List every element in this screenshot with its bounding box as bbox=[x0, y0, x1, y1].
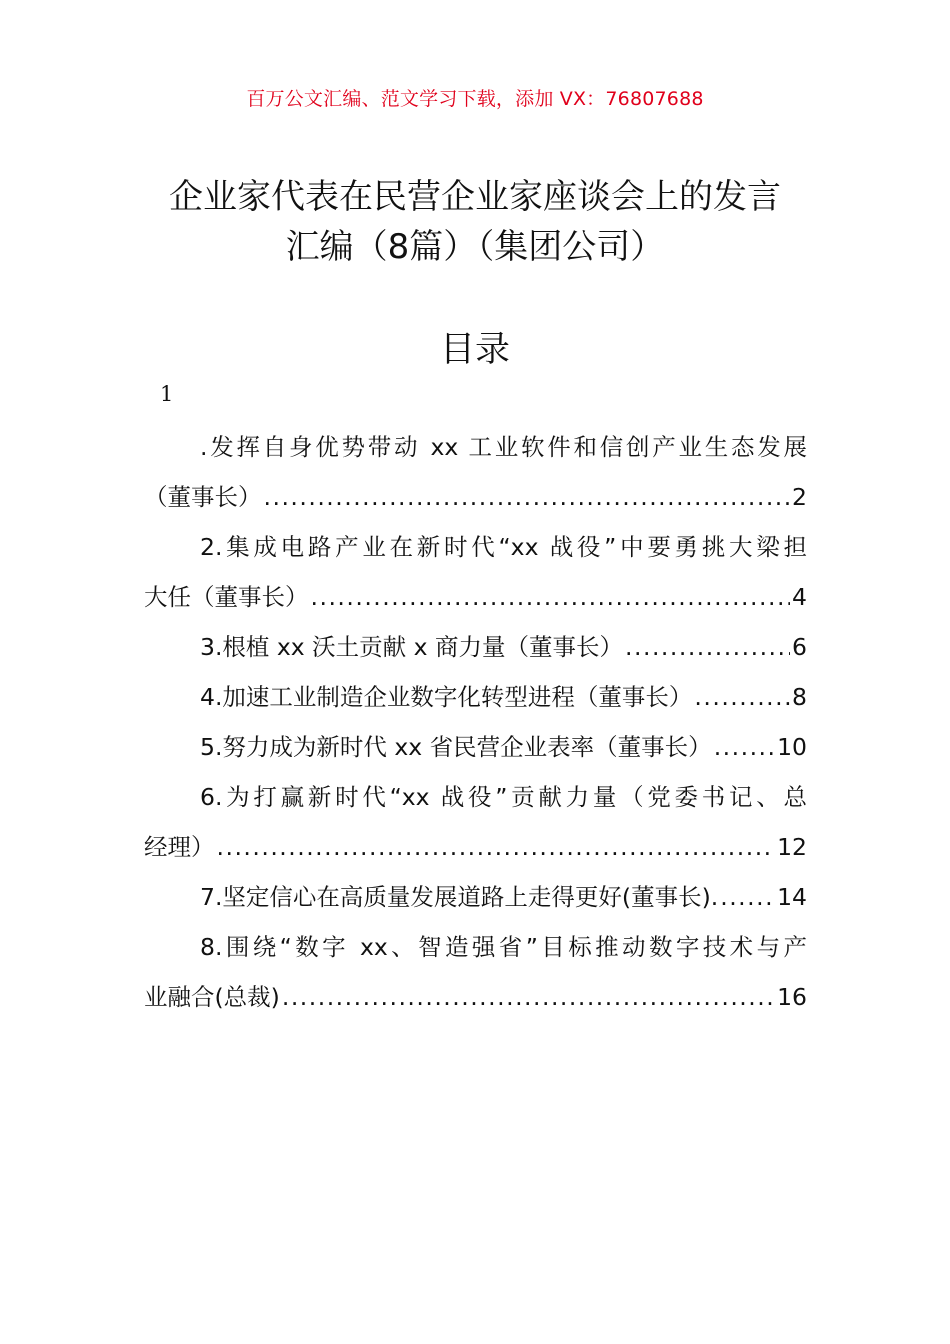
toc-entry-title: 5.努力成为新时代 xx 省民营企业表率（董事长） bbox=[200, 733, 712, 761]
toc-entry-2[interactable] bbox=[144, 522, 807, 622]
dot-leader bbox=[625, 622, 790, 672]
toc-entry-title-cont: （董事长） bbox=[144, 483, 262, 511]
dot-leader bbox=[694, 672, 790, 722]
toc-page-number: 10 bbox=[777, 733, 807, 761]
toc-entry-5[interactable] bbox=[144, 722, 807, 772]
toc-entry-title-cont: 经理） bbox=[144, 833, 215, 861]
document-title-line-2: 汇编（8篇）（集团公司） bbox=[285, 227, 665, 267]
toc-page-number: 8 bbox=[792, 683, 807, 711]
toc-page-number: 14 bbox=[777, 883, 807, 911]
dot-leader bbox=[264, 472, 791, 522]
document-title-line-1: 企业家代表在民营企业家座谈会上的发言 bbox=[169, 177, 781, 217]
dot-leader bbox=[217, 822, 776, 872]
toc-entry-title: 2.集成电路产业在新时代“xx 战役”中要勇挑大梁担 bbox=[200, 533, 807, 561]
toc-page-number: 16 bbox=[777, 983, 807, 1011]
toc-page-number: 2 bbox=[792, 483, 807, 511]
toc-page-number: 6 bbox=[792, 633, 807, 661]
toc-page-number: 12 bbox=[777, 833, 807, 861]
toc-entry-3[interactable] bbox=[144, 622, 807, 672]
toc-entry-title: 7.坚定信心在高质量发展道路上走得更好(董事长). bbox=[200, 883, 719, 911]
table-of-contents bbox=[144, 422, 807, 1022]
toc-entry-title: .发挥自身优势带动 xx 工业软件和信创产业生态发展 bbox=[200, 433, 807, 461]
dot-leader bbox=[720, 872, 775, 922]
toc-entry-title: 8.围绕“数字 xx、智造强省”目标推动数字技术与产 bbox=[200, 933, 807, 961]
toc-entry-8[interactable] bbox=[144, 922, 807, 1022]
toc-entry-title-cont: 大任（董事长） bbox=[144, 583, 309, 611]
toc-entry-4[interactable] bbox=[144, 672, 807, 722]
dot-leader bbox=[282, 972, 775, 1022]
page-marker: 1 bbox=[160, 382, 174, 406]
toc-page-number: 4 bbox=[792, 583, 807, 611]
dot-leader bbox=[311, 572, 791, 622]
toc-entry-title: 3.根植 xx 沃土贡献 x 商力量（董事长） bbox=[200, 633, 624, 661]
toc-entry-title: 6.为打赢新时代“xx 战役”贡献力量（党委书记、总 bbox=[200, 783, 807, 811]
toc-entry-title-cont: 业融合(总裁) bbox=[144, 983, 280, 1011]
toc-heading: 目录 bbox=[439, 330, 510, 370]
toc-entry-title: 4.加速工业制造企业数字化转型进程（董事长） bbox=[200, 683, 693, 711]
dot-leader bbox=[714, 722, 775, 772]
toc-entry-7[interactable] bbox=[144, 872, 807, 922]
toc-entry-1[interactable] bbox=[144, 422, 807, 522]
header-note: 百万公文汇编、范文学习下载，添加 VX：76807688 bbox=[246, 88, 704, 110]
toc-entry-6[interactable] bbox=[144, 772, 807, 872]
document-title bbox=[100, 172, 850, 272]
